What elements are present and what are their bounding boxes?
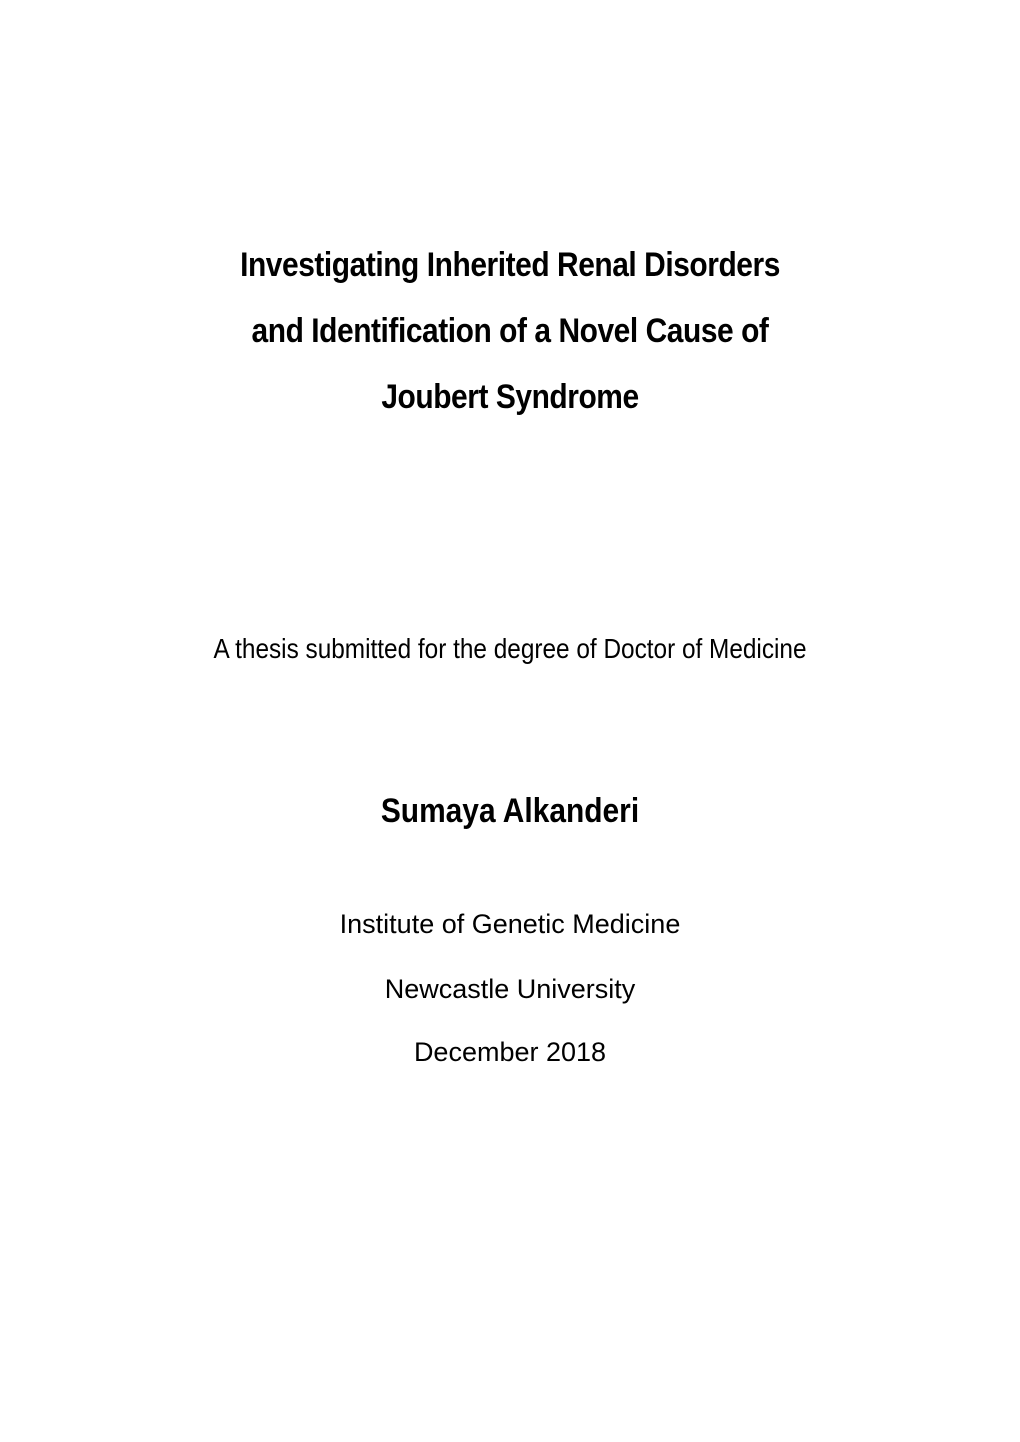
degree-statement: A thesis submitted for the degree of Doctor of Medicine (213, 633, 807, 664)
thesis-title-line-1: Investigating Inherited Renal Disorders (240, 246, 780, 284)
submission-date: December 2018 (413, 1037, 607, 1067)
university-name: Newcastle University (384, 974, 636, 1004)
author-name: Sumaya Alkanderi (380, 792, 640, 830)
thesis-title-line-3: Joubert Syndrome (381, 378, 639, 416)
institute-name: Institute of Genetic Medicine (339, 909, 681, 939)
thesis-title-line-2: and Identification of a Novel Cause of (251, 312, 769, 350)
